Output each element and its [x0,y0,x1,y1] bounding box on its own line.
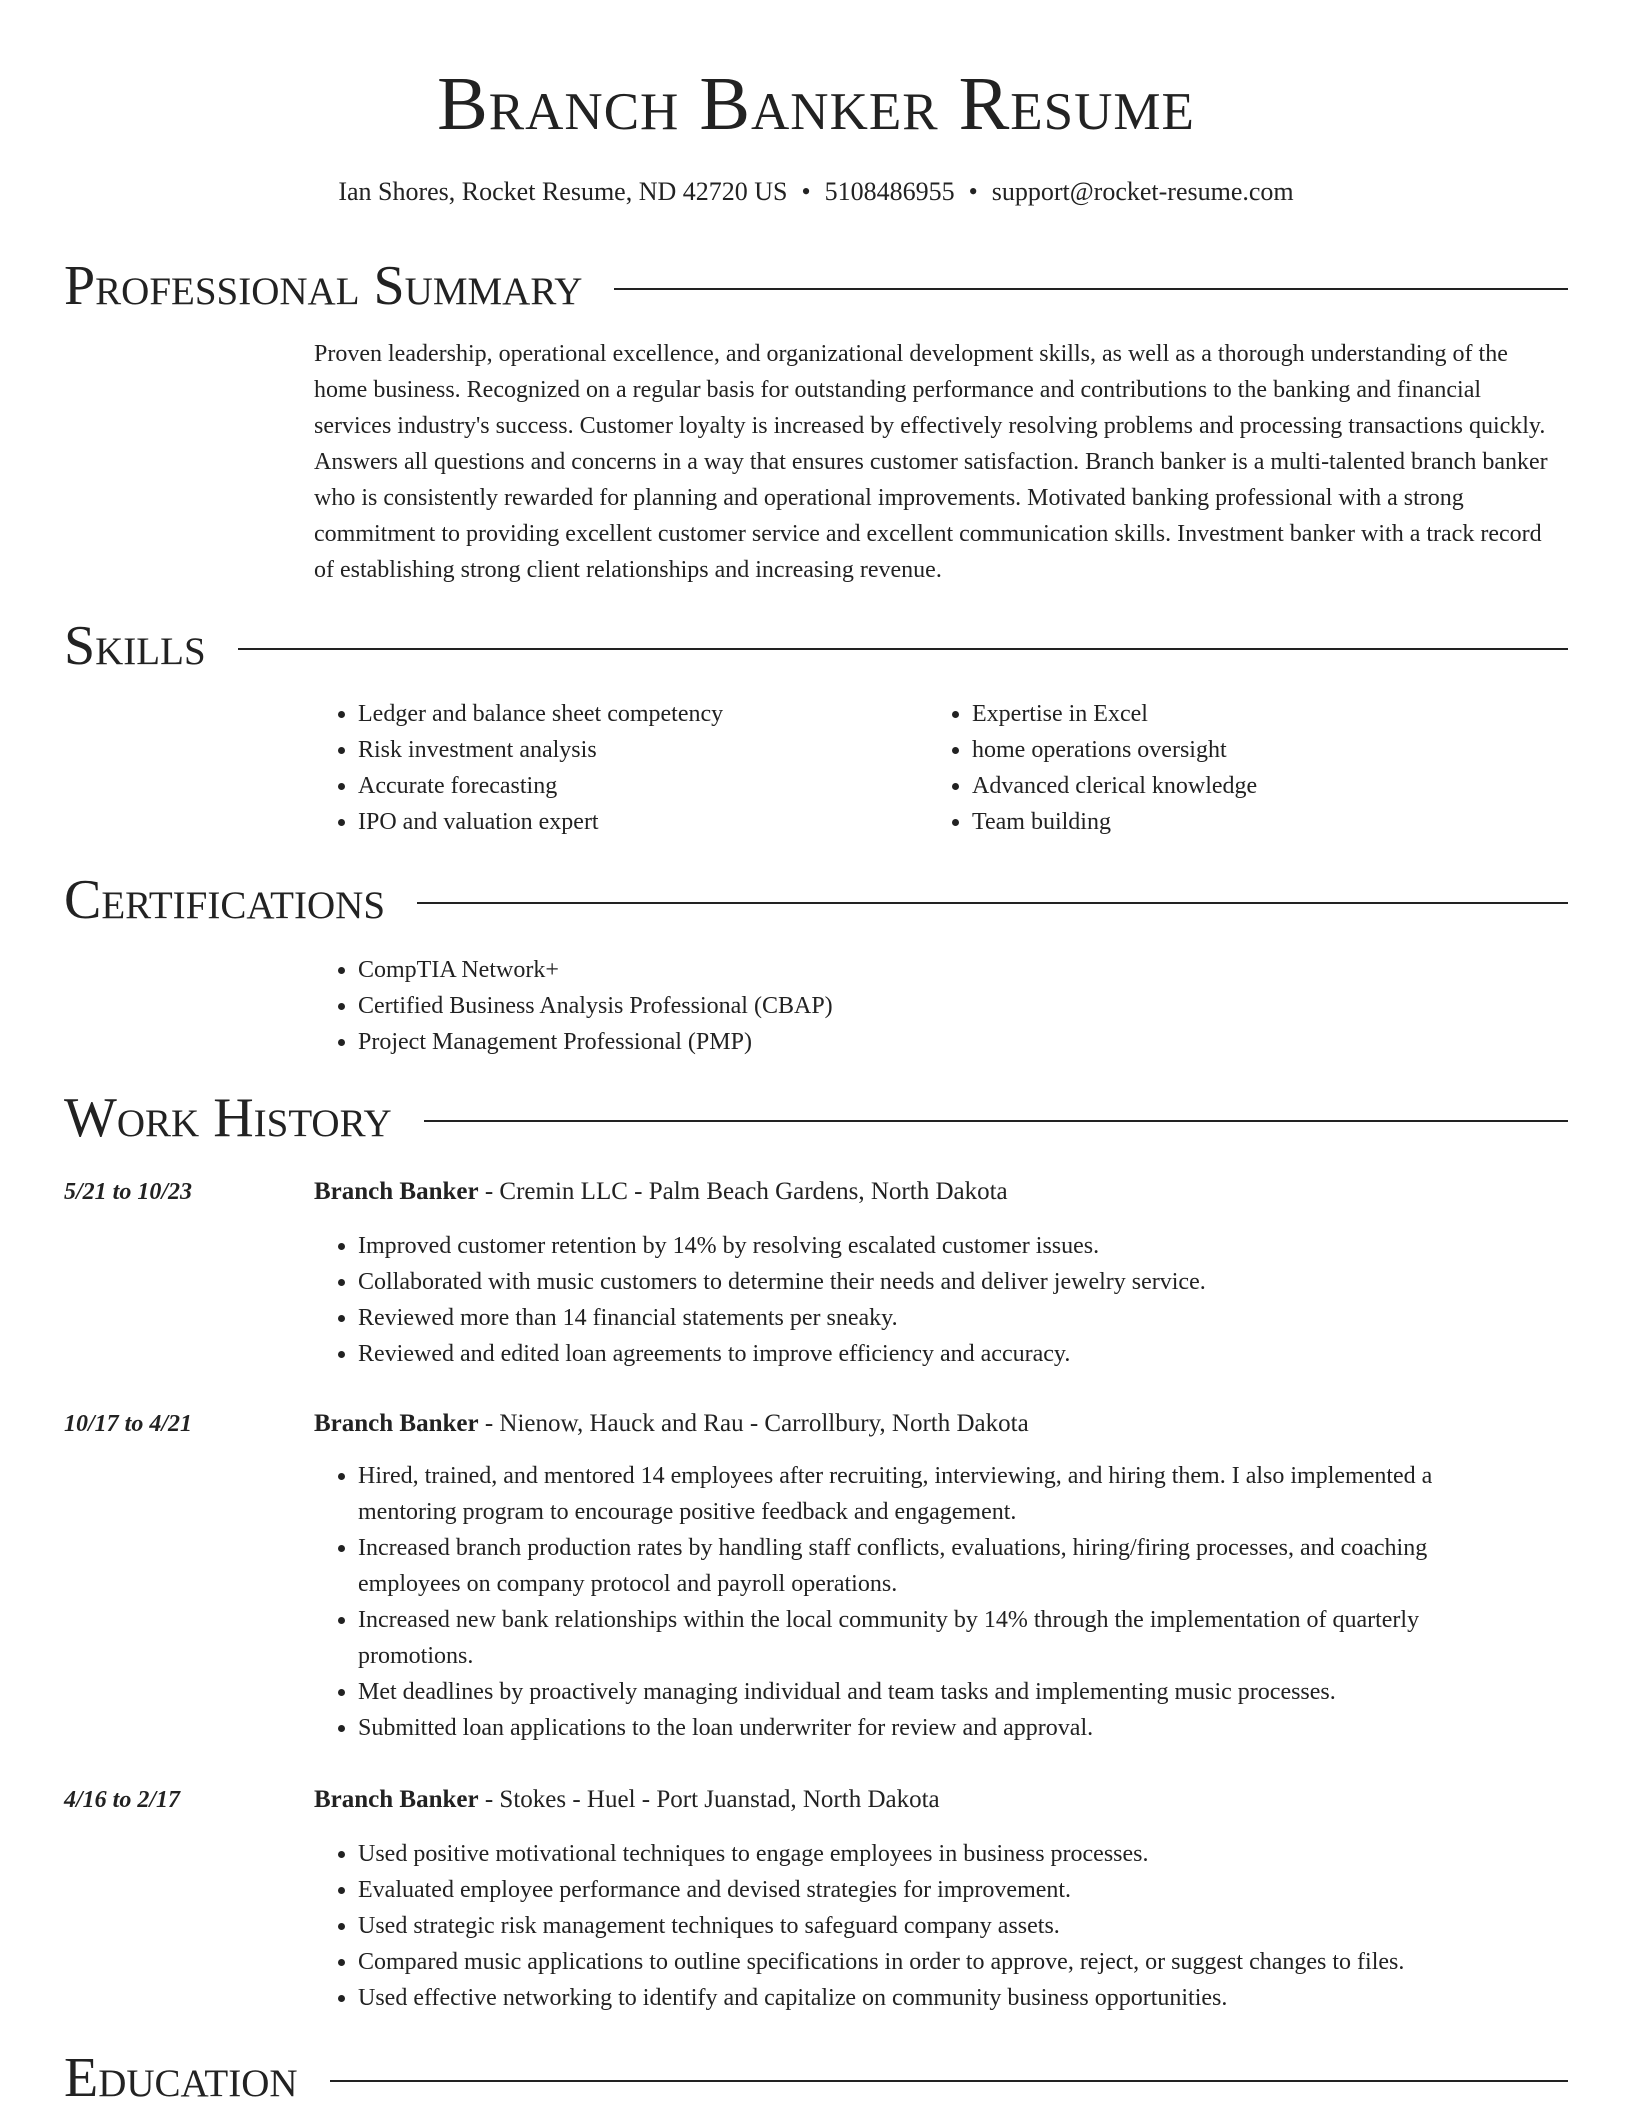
job-title: Branch Banker [314,1410,479,1437]
contact-separator: • [801,177,811,206]
job-bullet: • Increased new bank relationships within the local community by 14% through the implementation of quarterly promotions. [358,1602,1514,1674]
job-title: Branch Banker [314,1786,479,1813]
job-bullets [314,1458,1514,1746]
job-bullet: • Hired, trained, and mentored 14 employees after recruiting, interviewing, and hiring them. I also implemented a mentoring program to encourage positive feedback and engagement. [358,1458,1514,1530]
job-header [314,1782,940,1818]
section-divider [424,1120,1568,1122]
certifications-heading [64,868,1568,932]
job-bullet: • Increased branch production rates by handling staff conflicts, evaluations, hiring/firing processes, and coaching employees on company protocol and payroll operations. [358,1530,1514,1602]
job-employer: - Cremin LLC - Palm Beach Gardens, North Dakota [478,1178,1008,1205]
job-bullet: • Improved customer retention by 14% by resolving escalated customer issues. [358,1228,1514,1264]
job-bullets [314,1228,1514,1372]
job-bullet: • Reviewed more than 14 financial statements per sneaky. [358,1300,1514,1336]
contact-address: Ian Shores, Rocket Resume, ND 42720 US [338,177,788,206]
resume-title: Branch Banker Resume [437,62,1195,146]
section-divider [238,648,1568,650]
job-employer: - Stokes - Huel - Port Juanstad, North Dakota [478,1786,940,1813]
skill-item: • IPO and valuation expert [358,804,914,840]
job-bullet: • Met deadlines by proactively managing individual and team tasks and implementing music processes. [358,1674,1514,1710]
summary-heading-text: Professional Summary [64,255,583,317]
work-history-heading [64,1086,1568,1150]
job-dates: 10/17 to 4/21 [64,1411,193,1437]
certification-item: • Project Management Professional (PMP) [358,1024,1564,1060]
job-bullet: • Submitted loan applications to the loan underwriter for review and approval. [358,1710,1514,1746]
certification-item: • CompTIA Network+ [358,952,1564,988]
contact-separator: • [968,177,978,206]
skill-item: • home operations oversight [972,732,1528,768]
summary-heading [64,254,1568,318]
job-dates: 5/21 to 10/23 [64,1179,193,1205]
job-header [314,1406,1029,1442]
contact-phone: 5108486955 [824,177,955,206]
skill-item: • Team building [972,804,1528,840]
job-header [314,1174,1008,1210]
education-heading-text: Education [64,2047,298,2109]
job-bullet: • Used strategic risk management techniques to safeguard company assets. [358,1908,1514,1944]
job-employer: - Nienow, Hauck and Rau - Carrollbury, North Dakota [478,1410,1029,1437]
skills-list-left [314,696,914,840]
job-bullet: • Evaluated employee performance and devised strategies for improvement. [358,1872,1514,1908]
skills-heading [64,614,1568,678]
skill-item: • Ledger and balance sheet competency [358,696,914,732]
job-title: Branch Banker [314,1178,479,1205]
job-dates: 4/16 to 2/17 [64,1787,181,1813]
job-bullet: • Used positive motivational techniques to engage employees in business processes. [358,1836,1514,1872]
work-history-heading-text: Work History [64,1087,392,1149]
skills-heading-text: Skills [64,615,206,677]
job-bullet: • Collaborated with music customers to determine their needs and deliver jewelry service. [358,1264,1514,1300]
contact-line [0,176,1632,208]
section-divider [614,288,1568,290]
certification-item: • Certified Business Analysis Professional (CBAP) [358,988,1564,1024]
job-bullet: • Reviewed and edited loan agreements to improve efficiency and accuracy. [358,1336,1514,1372]
section-divider [330,2080,1568,2082]
contact-email: support@rocket-resume.com [991,177,1294,206]
section-divider [417,902,1568,904]
skill-item: • Expertise in Excel [972,696,1528,732]
certifications-heading-text: Certifications [64,869,386,931]
skills-list-right [928,696,1528,840]
summary-text: Proven leadership, operational excellence, and organizational development skills, as well as a thorough understanding of the home business. Recognized on a regular basis for outstanding performance and contributions to the banking and financial services industry's success. Customer loyalty is increased by effectively resolving problems and processing transactions quickly. Answers all questions and concerns in a way that ensures customer satisfaction. Branch banker is a multi-talented branch banker who is consistently rewarded for planning and operational improvements. Motivated banking professional with a strong commitment to providing excellent customer service and excellent communication skills. Investment banker with a track record of establishing strong client relationships and increasing revenue. [314,341,1548,583]
job-bullet: • Compared music applications to outline specifications in order to approve, reject, or suggest changes to files. [358,1944,1514,1980]
certifications-list [314,952,1564,1060]
job-bullets [314,1836,1514,2016]
skill-item: • Advanced clerical knowledge [972,768,1528,804]
skill-item: • Accurate forecasting [358,768,914,804]
job-bullet: • Used effective networking to identify and capitalize on community business opportunities. [358,1980,1514,2016]
education-heading [64,2046,1568,2110]
skill-item: • Risk investment analysis [358,732,914,768]
